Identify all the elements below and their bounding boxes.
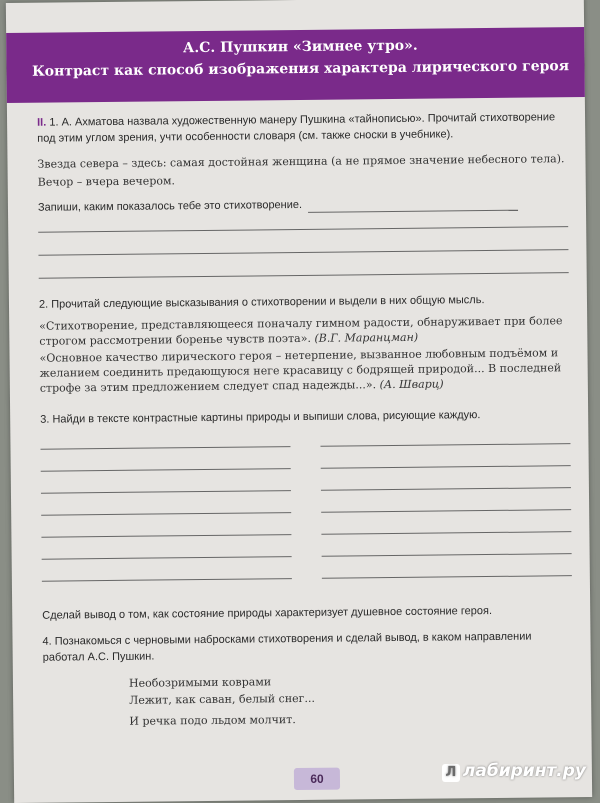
title-banner	[6, 27, 592, 103]
answer-line[interactable]	[41, 534, 291, 538]
answer-line[interactable]	[41, 468, 291, 472]
answer-line[interactable]	[308, 200, 518, 213]
watermark-text: лабиринт.ру	[462, 761, 586, 781]
poem-line: И речка подо льдом молчит.	[129, 713, 296, 728]
task-2-text: 2. Прочитай следующие высказывания о стихотворении и выдели в них общую мысль.	[38, 294, 485, 311]
page-number: 60	[294, 768, 340, 790]
task-2-quote-1	[39, 313, 569, 349]
answer-column-right	[320, 422, 572, 579]
answer-line[interactable]	[42, 556, 292, 560]
answer-line[interactable]	[38, 249, 568, 256]
task-3-text: 3. Найди в тексте контрастные картины природы и выпиши слова, рисующие каждую.	[40, 409, 481, 426]
task-2-author-2: (А. Шварц)	[379, 377, 444, 392]
answer-line[interactable]	[40, 446, 290, 450]
task-1	[37, 109, 567, 147]
poem-line: Лежит, как саван, белый снег...	[129, 691, 315, 707]
answer-line[interactable]	[42, 578, 292, 582]
task-4-text: 4. Познакомься с черновыми набросками стихотворения и сделай вывод, в каком направлении работал А.С. Пушкин.	[42, 630, 532, 664]
poem-line: Необозримыми коврами	[128, 675, 272, 690]
task-2-author-1: (В.Г. Маранцман)	[314, 330, 419, 345]
answer-line[interactable]	[39, 272, 569, 279]
task-1-prompt	[38, 194, 568, 216]
task-1-text: 1. А. Ахматова назвала художественную манеру Пушкина «тайнописью». Прочитай стихотворение под этим углом зрения, учти особенности словаря (см. также сноски в учебнике).	[37, 111, 556, 145]
answer-line[interactable]	[41, 490, 291, 494]
answer-line[interactable]	[321, 465, 571, 469]
task-3-conclusion: Сделай вывод о том, как состояние природы характеризует душевное состояние героя.	[42, 604, 493, 622]
answer-line[interactable]	[321, 487, 571, 491]
answer-line[interactable]	[322, 553, 572, 557]
labirint-logo-icon: Л	[442, 764, 460, 782]
task-1-quote-1: Звезда севера – здесь: самая достойная женщина (а не прямое значение небесного тела).	[37, 152, 565, 171]
task-1-quote-2: Вечор – вчера вечером.	[37, 174, 176, 189]
task-2-quote-1-text: «Стихотворение, представляющееся поначалу гимном радости, обнаруживает при более строгом рассмотрении боренье чувств поэта».	[39, 314, 563, 348]
answer-line[interactable]	[321, 531, 571, 535]
answer-column-left	[40, 425, 292, 582]
workbook-page	[6, 0, 592, 803]
page-subtitle: Контраст как способ изображения характера лирического героя	[31, 58, 570, 80]
section-marker: II.	[37, 116, 47, 129]
answer-columns	[40, 422, 572, 582]
answer-line[interactable]	[320, 443, 570, 447]
watermark	[442, 761, 586, 782]
answer-line[interactable]	[41, 512, 291, 516]
page-title: А.С. Пушкин «Зимнее утро».	[182, 37, 418, 57]
task-2-quote-2-text: «Основное качество лирического героя – нетерпение, вызванное любовным подъёмом и желанием соединить предающуюся неге красавицу с бодрящей природой... В последней строфе за этим предложением следует спад надежды...».	[39, 346, 562, 395]
poem	[43, 670, 574, 731]
answer-line[interactable]	[38, 226, 568, 233]
task-1-prompt-text: Запиши, каким показалось тебе это стихотворение.	[37, 198, 303, 214]
answer-line[interactable]	[321, 509, 571, 513]
task-2-quote-2	[39, 345, 569, 396]
answer-line[interactable]	[322, 575, 572, 579]
content	[37, 109, 573, 731]
